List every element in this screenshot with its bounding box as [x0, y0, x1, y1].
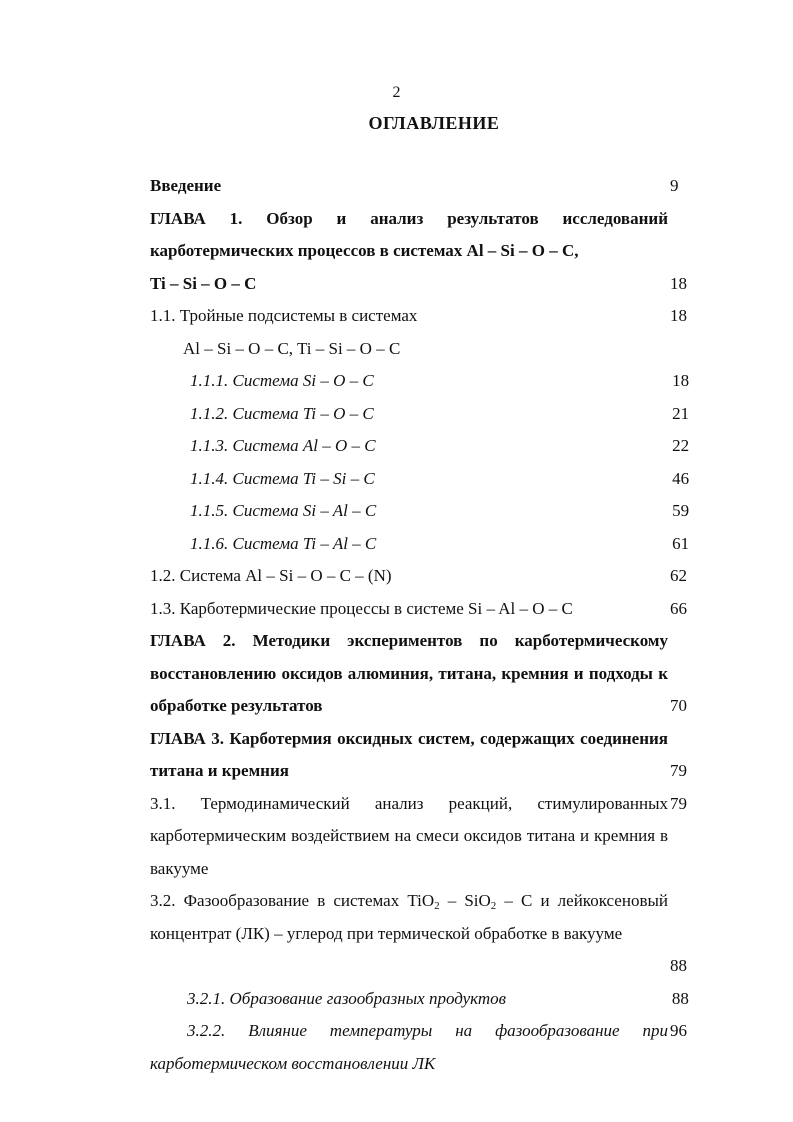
toc-entry-1-1-5[interactable] — [150, 495, 700, 528]
toc-entry-page: 18 — [670, 273, 687, 293]
toc-entry-text: Введение — [150, 176, 222, 195]
page-number: 2 — [392, 84, 401, 101]
toc-entry-page: 59 — [672, 501, 690, 520]
toc-entry-1-2[interactable] — [150, 560, 700, 593]
toc-entry-3-1[interactable] — [150, 788, 700, 886]
toc-entry-text: 3.2.2. Влияние температуры на фазообразование при карботермическом восстановлении ЛК — [150, 1021, 668, 1073]
toc-entry-page: 61 — [672, 533, 690, 553]
toc-entry-page: 79 — [670, 793, 687, 813]
toc-entry-page: 18 — [670, 306, 687, 325]
toc-entry-text: 1.2. Система Al – Si – O – C – (N) — [150, 566, 392, 585]
toc-entry-chapter-3[interactable] — [150, 723, 700, 788]
toc-entry-text-continued: Al – Si – O – C, Ti – Si – O – C — [183, 338, 401, 358]
toc-entry-text: 3.2. Фазообразование в системах TiO$_2$ – SiO$_2$ – C и лейкоксеновый концентрат (ЛК) – углерод при термической обработке в вакууме — [150, 891, 668, 943]
toc-entry-page: 21 — [672, 403, 690, 423]
toc-entry-text: 1.1. Тройные подсистемы в системах — [150, 306, 418, 325]
toc-entry-page: 62 — [670, 566, 687, 585]
toc-entry-text: ГЛАВА 3. Карботермия оксидных систем, содержащих соединения титана и кремния — [150, 728, 668, 780]
toc-entry-1-1-3[interactable] — [150, 430, 700, 463]
toc-entry-page: 46 — [672, 468, 690, 488]
toc-entry-text: 1.1.4. Система Ti – Si – C — [190, 468, 375, 488]
toc-entry-text: ГЛАВА 2. Методики экспериментов по карботермическому восстановлению оксидов алюминия, титана, кремния и подходы к обработке результатов — [150, 631, 668, 715]
toc-entry-text: 1.1.6. Система Ti – Al – C — [190, 533, 377, 553]
toc-entry-1-1-2[interactable] — [150, 398, 700, 431]
toc-entry-page: 96 — [670, 1021, 687, 1040]
toc-entry-text-continued: Ti – Si – O – C — [150, 273, 257, 293]
toc-entry-1-1-6[interactable] — [150, 528, 700, 561]
toc-entry-page: 66 — [670, 598, 687, 618]
toc-entry-page: 88 — [670, 956, 687, 975]
toc-entry-page: 79 — [670, 761, 687, 780]
toc-entry-3-2-2[interactable] — [150, 1015, 700, 1080]
toc-entry-1-1-4[interactable] — [150, 463, 700, 496]
toc-entry-text: 1.1.1. Система Si – O – C — [190, 371, 374, 390]
toc-entry-1-1-1[interactable] — [150, 365, 700, 398]
toc-entry-page: 22 — [672, 436, 690, 455]
toc-entry-page: 70 — [670, 696, 687, 715]
table-of-contents — [150, 170, 700, 1080]
toc-entry-text: 1.1.3. Система Al – O – C — [190, 436, 376, 455]
toc-entry-text: 1.1.2. Система Ti – O – C — [190, 403, 374, 423]
toc-entry-page: 18 — [672, 371, 690, 390]
toc-entry-chapter-2[interactable] — [150, 625, 700, 723]
toc-entry-intro[interactable] — [150, 170, 700, 203]
toc-entry-text: 1.1.5. Система Si – Al – C — [190, 501, 377, 520]
toc-entry-text: 3.2.1. Образование газообразных продуктов — [187, 988, 507, 1008]
toc-entry-1-3[interactable] — [150, 593, 700, 626]
toc-entry-3-2-1[interactable] — [150, 983, 700, 1016]
toc-entry-text: ГЛАВА 1. Обзор и анализ результатов исследований карботермических процессов в системах Al – Si – O – C, — [150, 208, 668, 260]
toc-entry-page: 9 — [670, 176, 679, 195]
toc-entry-text: 3.1. Термодинамический анализ реакций, стимулированных карботермическим воздействием на смеси оксидов титана и кремния в вакууме — [150, 793, 668, 878]
page-title: ОГЛАВЛЕНИЕ — [368, 113, 500, 133]
toc-entry-text: 1.3. Карботермические процессы в системе Si – Al – O – C — [150, 598, 573, 618]
toc-entry-3-2[interactable] — [150, 885, 700, 983]
toc-entry-page: 88 — [671, 988, 689, 1008]
toc-entry-chapter-1[interactable] — [150, 203, 700, 301]
toc-entry-1-1[interactable] — [150, 300, 700, 365]
